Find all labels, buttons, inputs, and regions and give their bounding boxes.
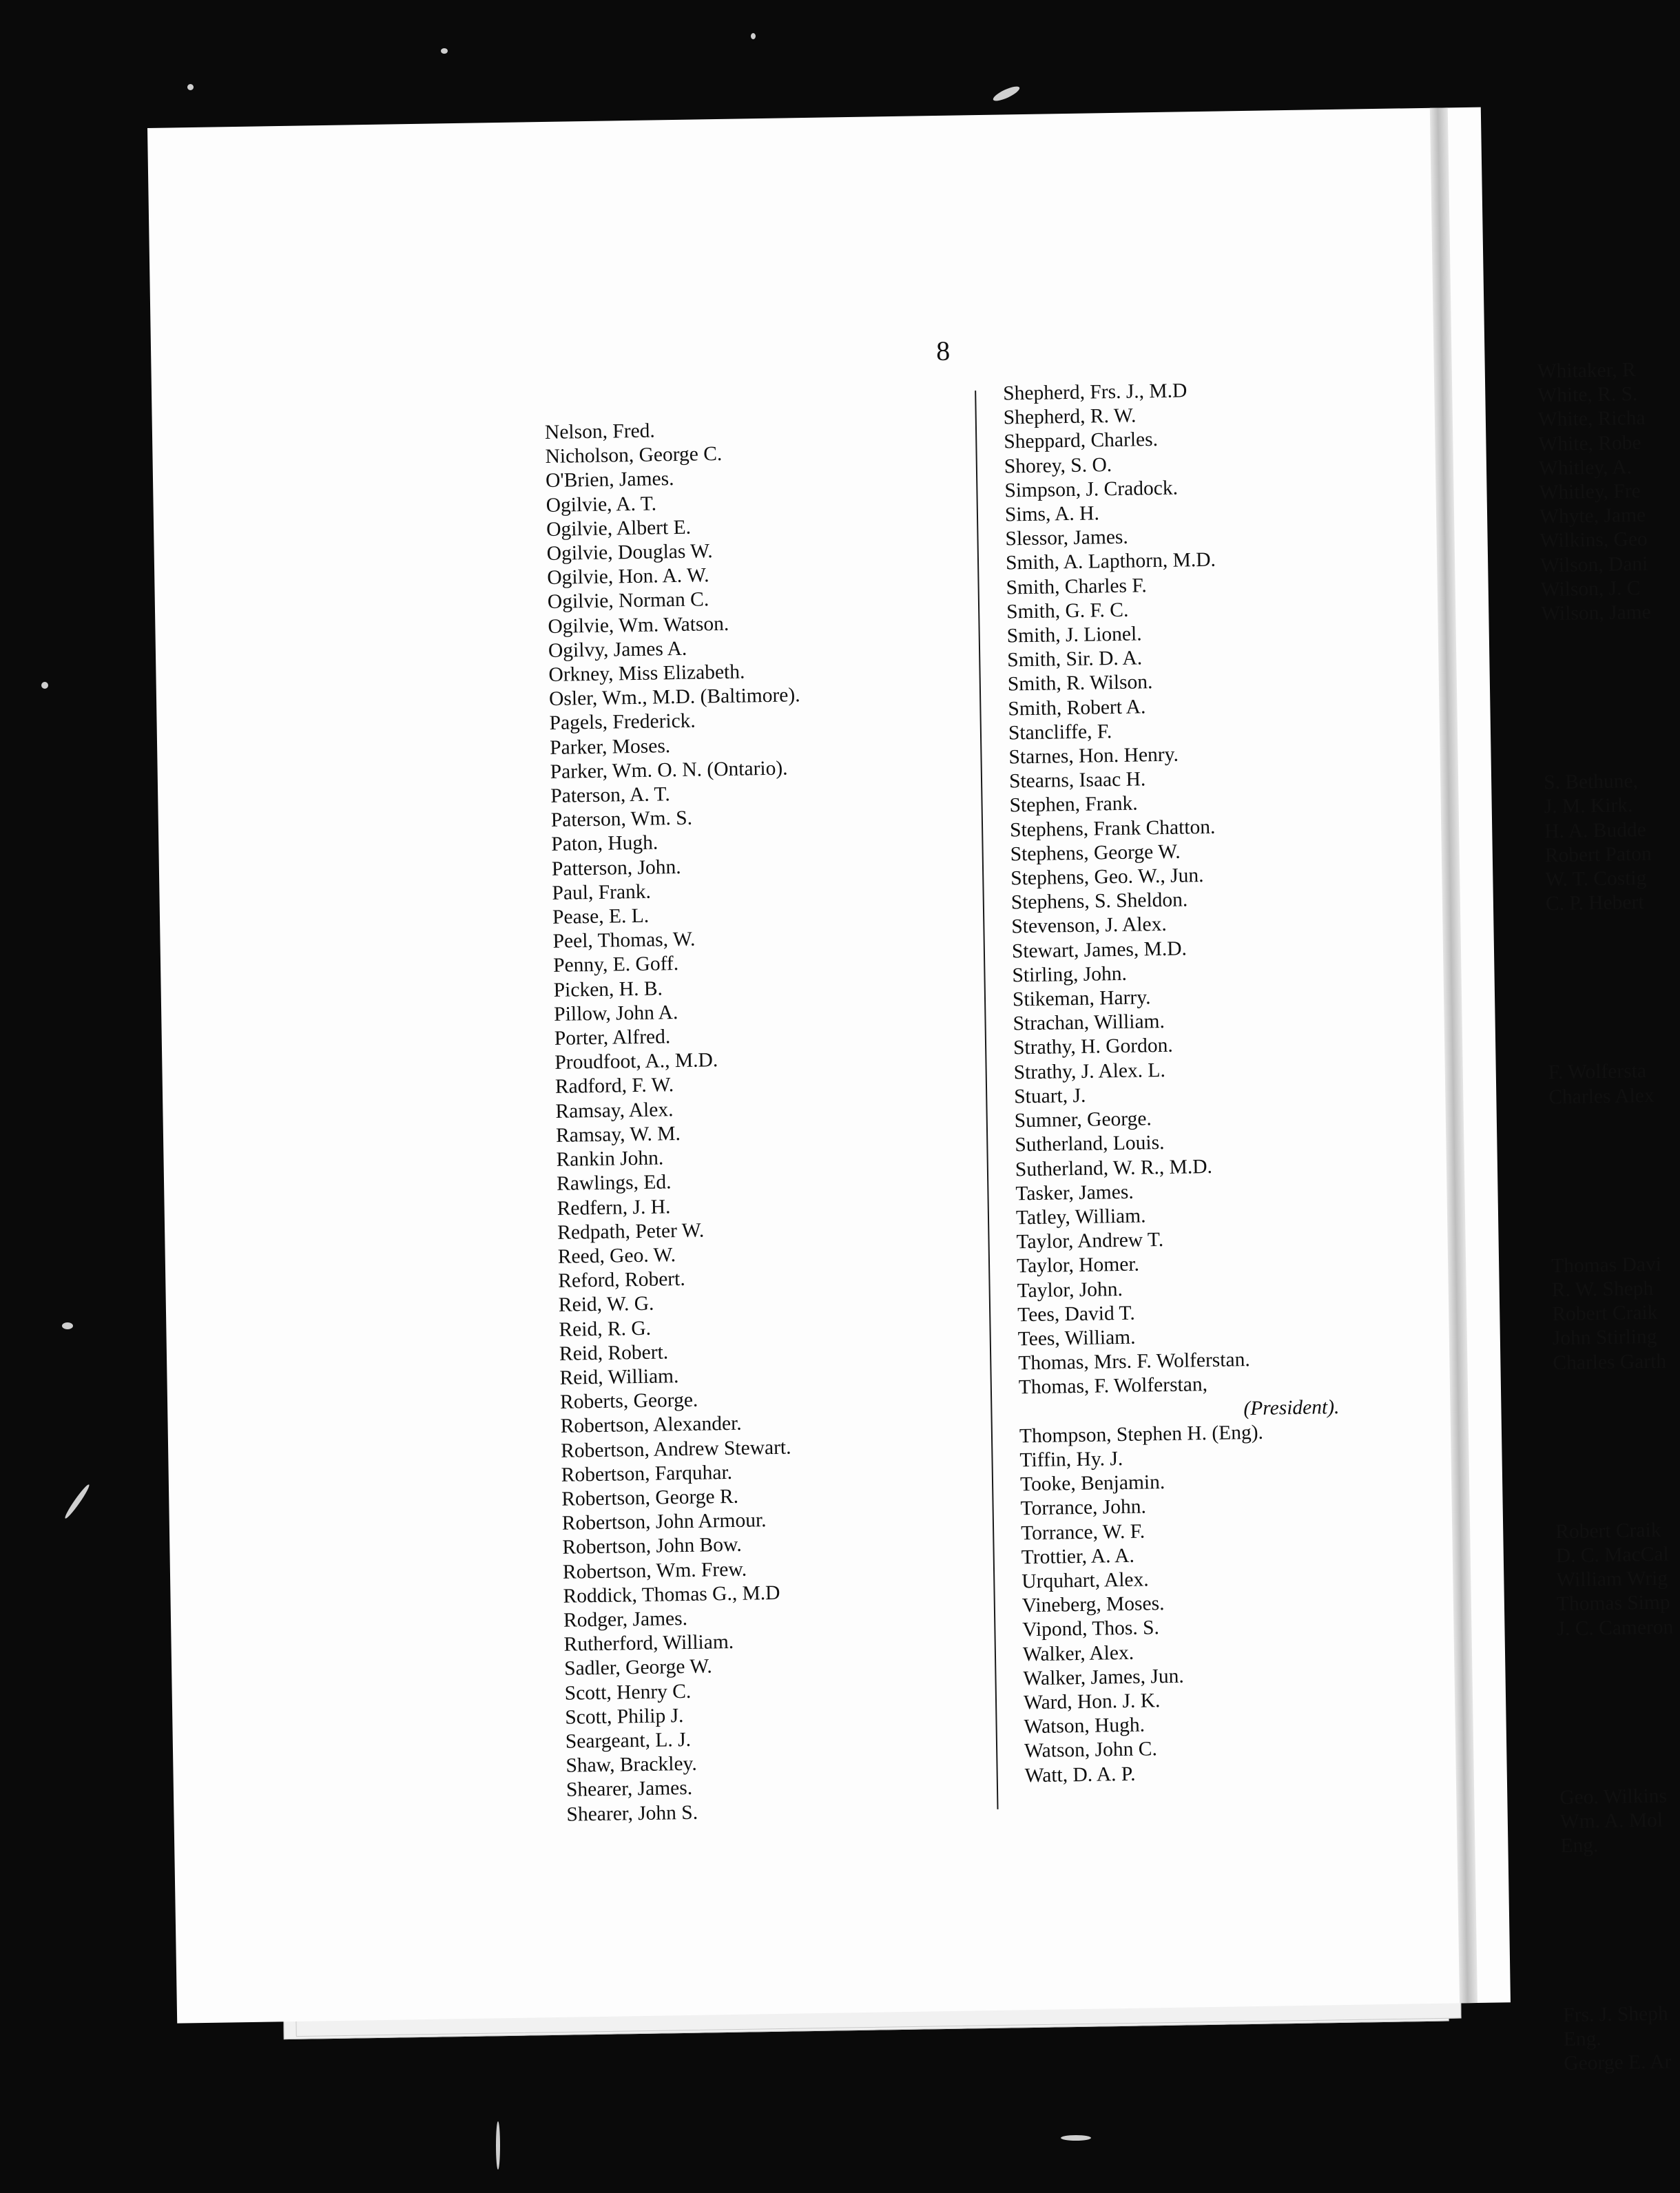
member-name: Paton, Hugh.	[551, 831, 658, 856]
member-name: Strachan, William.	[1013, 1010, 1165, 1035]
member-name-fragment: Robert Paton	[1544, 842, 1652, 867]
section-gap	[1546, 963, 1663, 1013]
member-name-fragment: Wilkins, Geo	[1539, 528, 1648, 552]
member-name: Reid, R. G.	[559, 1317, 652, 1341]
member-name: Rutherford, William.	[563, 1631, 734, 1656]
member-name: Redfern, J. H.	[557, 1195, 671, 1220]
section-gap	[1555, 1470, 1672, 1520]
member-name: Stephen, Frank.	[1009, 792, 1138, 817]
member-name: Rodger, James.	[563, 1607, 688, 1632]
member-name: Roddick, Thomas G., M.D	[563, 1581, 780, 1608]
member-name: Pease, E. L.	[552, 904, 650, 928]
member-name-fragment: H. A. Budde	[1544, 818, 1647, 842]
member-name: Strathy, J. Alex. L.	[1013, 1059, 1166, 1084]
member-name: Rankin John.	[556, 1147, 664, 1171]
member-name: Reford, Robert.	[558, 1268, 685, 1292]
member-name-fragment: D. C. MacCal	[1555, 1543, 1669, 1568]
member-name: Orkney, Miss Elizabeth.	[548, 661, 745, 686]
member-name: Reid, W. G.	[558, 1292, 654, 1317]
member-name: Tees, David T.	[1017, 1302, 1135, 1327]
member-name: Smith, Robert A.	[1008, 695, 1146, 720]
member-name: Stuart, J.	[1013, 1084, 1086, 1108]
member-name: Peel, Thomas, W.	[552, 928, 696, 953]
section-gap	[1558, 1687, 1675, 1738]
member-name: Thompson, Stephen H. (Eng).	[1019, 1421, 1264, 1448]
member-name: Trottier, A. A.	[1021, 1544, 1135, 1569]
section-gap	[1542, 625, 1659, 675]
member-name: Patterson, John.	[551, 855, 681, 880]
member-name: Paul, Frank.	[552, 880, 652, 904]
section-gap	[1562, 1953, 1679, 2004]
member-name: Sutherland, Louis.	[1015, 1132, 1165, 1156]
column-divider	[975, 391, 998, 1809]
member-name: Stewart, James, M.D.	[1011, 937, 1188, 963]
member-name-fragment: Wilson, Jame	[1541, 601, 1651, 625]
member-name: Nicholson, George C.	[545, 443, 723, 468]
member-name: Stephens, Frank Chatton.	[1009, 815, 1216, 842]
member-name: Taylor, Andrew T.	[1016, 1229, 1164, 1254]
section-gap	[1547, 1011, 1664, 1061]
scan-speck	[496, 2121, 500, 2170]
member-name-fragment: George E. Ar	[1564, 2050, 1672, 2075]
member-name: Taylor, Homer.	[1016, 1253, 1140, 1278]
member-name: Osler, Wm., M.D. (Baltimore).	[548, 684, 800, 711]
member-name-fragment: W. T. Costig	[1545, 866, 1647, 891]
member-name: Stearns, Isaac H.	[1008, 768, 1146, 793]
member-name-fragment: William Wrig	[1556, 1567, 1668, 1592]
scan-speck	[63, 1483, 92, 1520]
member-name: Sutherland, W. R., M.D.	[1015, 1155, 1213, 1181]
member-name: Rawlings, Ed.	[556, 1171, 672, 1196]
member-name-fragment: S. Bethune,	[1543, 770, 1639, 794]
member-name: Ogilvie, Hon. A. W.	[547, 564, 709, 590]
member-name-fragment: J. M. Kirk.	[1544, 794, 1633, 818]
member-name: Pagels, Frederick.	[549, 710, 696, 735]
member-name: Nelson, Fred.	[544, 419, 656, 444]
member-name-fragment: Charles Garth	[1553, 1350, 1667, 1374]
member-name: Picken, H. B.	[553, 977, 663, 1001]
member-name-fragment: Frs. J. Sheph	[1563, 2002, 1668, 2026]
member-name: Seargeant, L. J.	[565, 1728, 692, 1753]
member-name-fragment: Geo. Wilkins	[1559, 1785, 1668, 1809]
member-name-fragment: Robert Craik	[1555, 1519, 1661, 1544]
member-name: Parker, Moses.	[549, 734, 671, 759]
scan-speck	[441, 48, 448, 54]
member-name: Ramsay, Alex.	[555, 1098, 674, 1123]
member-name: Smith, Charles F.	[1006, 574, 1148, 599]
member-name: Shorey, S. O.	[1004, 453, 1112, 478]
member-name: Ramsay, W. M.	[555, 1122, 681, 1147]
member-name: Scott, Henry C.	[564, 1680, 692, 1705]
member-name: Ogilvie, Wm. Watson.	[548, 612, 729, 638]
member-name: Stephens, George W.	[1010, 840, 1181, 866]
member-name: Sadler, George W.	[563, 1655, 713, 1681]
member-name-fragment: White, R. S.	[1537, 383, 1638, 407]
scan-speck	[187, 84, 194, 90]
member-name: Robertson, John Bow.	[562, 1534, 742, 1559]
member-name-fragment: Eng.	[1560, 1834, 1599, 1858]
member-name: Stephens, S. Sheldon.	[1010, 888, 1188, 914]
member-name-fragment: Whitaker, R	[1537, 359, 1637, 383]
section-gap	[1546, 915, 1663, 965]
member-name-fragment: Wilson, J. C	[1540, 576, 1641, 601]
member-name: Smith, Sir. D. A.	[1007, 647, 1143, 672]
section-gap	[1549, 1108, 1666, 1158]
section-gap	[1551, 1204, 1668, 1254]
section-gap	[1542, 673, 1659, 723]
member-name: Ogilvie, Norman C.	[547, 588, 709, 614]
member-name: Paterson, Wm. S.	[550, 807, 693, 832]
member-name-fragment: White, Richa	[1537, 407, 1646, 431]
section-gap	[1543, 721, 1660, 771]
member-name: Watt, D. A. P.	[1024, 1763, 1136, 1787]
member-name: Urquhart, Alex.	[1022, 1568, 1149, 1593]
member-name-fragment: Whitley, A.	[1538, 456, 1632, 480]
member-name: Ogilvie, Douglas W.	[546, 540, 713, 565]
member-name: Smith, R. Wilson.	[1007, 671, 1153, 696]
section-gap	[1562, 1905, 1679, 1955]
member-name: Robertson, Alexander.	[560, 1413, 742, 1438]
member-name: Vipond, Thos. S.	[1022, 1617, 1160, 1641]
member-name-fragment: Robert Craik	[1552, 1302, 1658, 1326]
member-name: Parker, Wm. O. N. (Ontario).	[550, 757, 788, 783]
member-name: Stevenson, J. Alex.	[1011, 913, 1167, 938]
member-name: Robertson, Farquhar.	[561, 1461, 733, 1486]
member-name: Thomas, Mrs. F. Wolferstan.	[1018, 1349, 1250, 1375]
member-name: Slessor, James.	[1005, 526, 1129, 550]
member-name: Pillow, John A.	[554, 1001, 678, 1026]
member-name: Watson, Hugh.	[1024, 1714, 1145, 1738]
section-gap	[1561, 1857, 1678, 1907]
member-name: Shearer, John S.	[566, 1801, 698, 1826]
member-name: Sheppard, Charles.	[1004, 428, 1159, 453]
member-name: Thomas, F. Wolferstan,	[1018, 1373, 1208, 1399]
member-name: Robertson, John Armour.	[561, 1509, 767, 1535]
scan-speck	[1061, 2135, 1091, 2141]
member-name-fragment: Thomas Simp	[1556, 1592, 1670, 1616]
member-name: Redpath, Peter W.	[557, 1219, 705, 1244]
member-name: (President).	[1243, 1395, 1340, 1420]
section-gap	[1550, 1156, 1667, 1206]
member-name: Reed, Geo. W.	[557, 1244, 676, 1268]
member-name: Smith, A. Lapthorn, M.D.	[1005, 549, 1216, 574]
page-gutter	[1430, 107, 1477, 2003]
member-name: Walker, James, Jun.	[1023, 1665, 1184, 1690]
member-name: Torrance, John.	[1020, 1495, 1147, 1520]
member-name: Reid, Robert.	[559, 1341, 669, 1365]
section-gap	[1559, 1736, 1676, 1786]
member-name: Walker, Alex.	[1022, 1641, 1134, 1665]
member-name: Stirling, John.	[1012, 962, 1128, 987]
member-name: Tees, William.	[1017, 1326, 1136, 1351]
member-name: Starnes, Hon. Henry.	[1008, 743, 1179, 769]
member-name-fragment: Wilson, Dani	[1539, 552, 1648, 576]
member-name: Proudfoot, A., M.D.	[554, 1049, 718, 1074]
member-name-fragment: Thomas Davi	[1551, 1253, 1662, 1278]
member-name: Robertson, Andrew Stewart.	[560, 1436, 791, 1462]
member-list-middle	[1003, 377, 1345, 1788]
member-name: Porter, Alfred.	[554, 1026, 671, 1050]
member-name-fragment: C. P. Hebert	[1545, 891, 1644, 915]
member-name: Simpson, J. Cradock.	[1004, 477, 1179, 502]
member-name-fragment: Wm. A. Mol	[1559, 1809, 1663, 1833]
member-name: Strathy, H. Gordon.	[1013, 1035, 1173, 1059]
member-name-fragment: Eng.	[1563, 2027, 1601, 2050]
scan-speck	[751, 33, 756, 39]
member-name: Watson, John C.	[1024, 1738, 1158, 1763]
member-name-fragment: J. C. Cameron	[1557, 1616, 1674, 1640]
member-name: Sumner, George.	[1014, 1108, 1152, 1132]
member-name-fragment: R. W. Sheph	[1551, 1277, 1654, 1302]
section-gap	[1553, 1373, 1670, 1424]
member-name: Penny, E. Goff.	[552, 953, 679, 977]
member-name: Smith, G. F. C.	[1006, 599, 1129, 623]
member-name: Tasker, James.	[1015, 1181, 1134, 1205]
member-name: Vineberg, Moses.	[1022, 1592, 1165, 1617]
member-name-fragment: F. Wolfersta	[1548, 1060, 1647, 1084]
member-name: Radford, F. W.	[554, 1074, 674, 1099]
member-name-fragment: John Stirling	[1552, 1326, 1657, 1350]
member-name: Smith, J. Lionel.	[1006, 623, 1142, 647]
member-name: Shaw, Brackley.	[566, 1752, 697, 1777]
section-gap	[1557, 1639, 1674, 1690]
member-name: Tooke, Benjamin.	[1019, 1471, 1165, 1496]
member-name: Torrance, W. F.	[1020, 1520, 1145, 1544]
member-name: Ward, Hon. J. K.	[1023, 1690, 1161, 1714]
scan-speck	[62, 1322, 73, 1329]
member-list-left	[545, 417, 818, 1827]
member-name: Roberts, George.	[559, 1389, 698, 1413]
member-name: Scott, Philip J.	[565, 1704, 684, 1729]
member-name: Taylor, John.	[1017, 1278, 1123, 1302]
section-gap	[1554, 1422, 1671, 1472]
member-name: Reid, William.	[559, 1365, 679, 1389]
member-name-fragment: Charles Alex	[1548, 1084, 1655, 1108]
member-name: Tatley, William.	[1015, 1205, 1146, 1229]
member-name: O'Brien, James.	[545, 468, 674, 492]
member-name: Sims, A. H.	[1004, 502, 1100, 526]
member-name: Ogilvie, Albert E.	[546, 516, 692, 541]
member-name: Robertson, George R.	[561, 1485, 739, 1510]
scan-speck	[991, 84, 1021, 104]
member-name: Stancliffe, F.	[1008, 720, 1112, 745]
member-name-fragment: Whyte, Jame	[1539, 504, 1646, 528]
scan-speck	[41, 682, 48, 689]
member-list-right-cropped	[1537, 358, 1680, 2076]
member-name: Tiffin, Hy. J.	[1019, 1447, 1123, 1472]
member-name-fragment: Whitley, Fre	[1539, 480, 1641, 504]
document-page	[147, 107, 1674, 2075]
member-name: Robertson, Wm. Frew.	[562, 1558, 747, 1583]
member-name: Ogilvy, James A.	[548, 637, 687, 662]
member-name: Shearer, James.	[566, 1777, 693, 1802]
member-name: Stephens, Geo. W., Jun.	[1010, 864, 1204, 890]
page-number: 8	[935, 335, 951, 367]
member-name: Shepherd, R. W.	[1003, 404, 1137, 429]
member-name: Shepherd, Frs. J., M.D	[1002, 380, 1188, 405]
member-name: Paterson, A. T.	[550, 783, 670, 807]
member-name: Ogilvie, A. T.	[546, 492, 657, 517]
member-name: Stikeman, Harry.	[1012, 986, 1151, 1011]
member-name-fragment: White, Robe	[1538, 431, 1641, 455]
